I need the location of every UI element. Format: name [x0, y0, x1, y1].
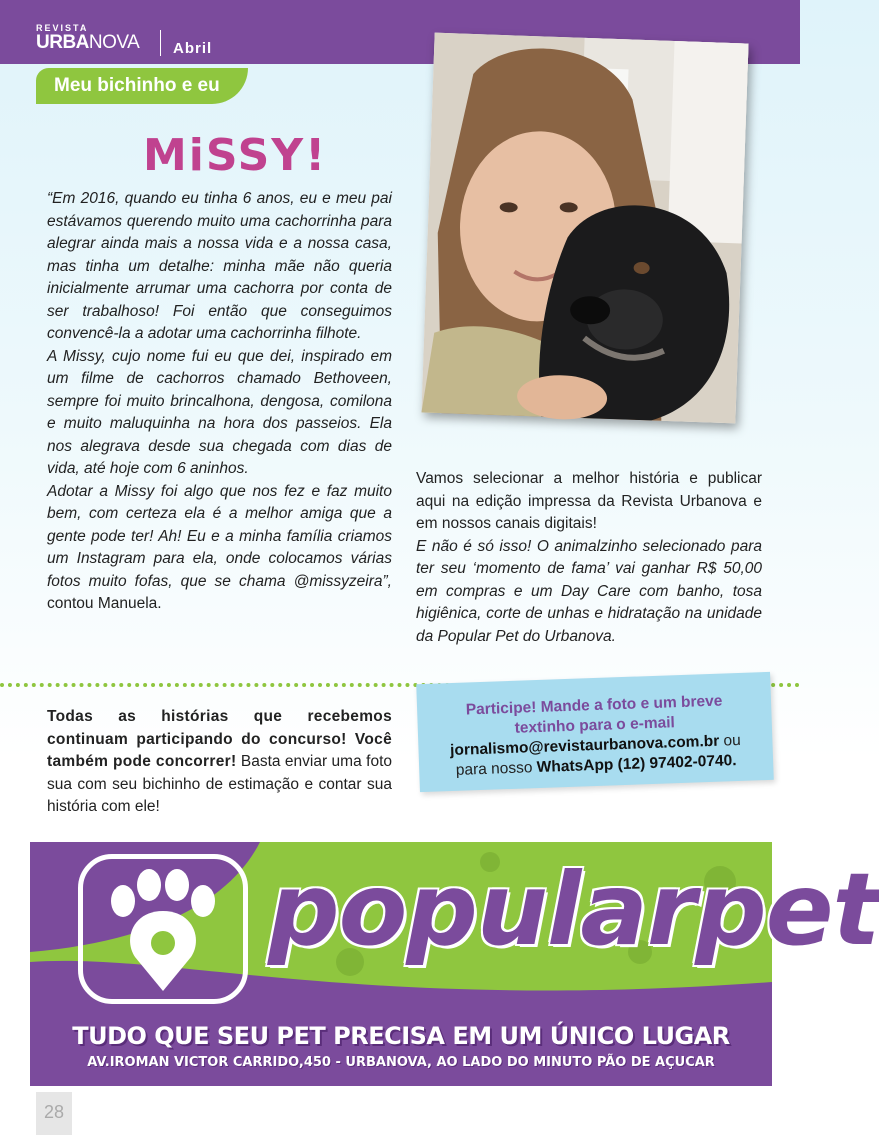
participe-prefix: para nosso [455, 759, 538, 779]
contact-email[interactable]: jornalismo@revistaurbanova.com.br [449, 732, 720, 760]
whatsapp-number[interactable]: WhatsApp (12) 97402-0740. [536, 752, 737, 777]
participe-box [416, 672, 774, 792]
paw-pin-icon [78, 854, 248, 1004]
page-number: 28 [36, 1092, 72, 1135]
ad-slogan: TUDO QUE SEU PET PRECISA EM UM ÚNICO LUGAR [72, 1022, 730, 1050]
story-paragraph-1: “Em 2016, quando eu tinha 6 anos, eu e meu pai estávamos querendo muito uma cachorrinha para alegrar ainda mais a nossa vida e a nossa casa, mas tinha um detalhe: minha mãe não queria inicialmente arrumar uma cachorra por conta de ser trabalhoso! Foi então que conseguimos convencê-la a adotar uma cachorrinha filhote. [47, 190, 392, 342]
section-tab: Meu bichinho e eu [36, 68, 248, 104]
contest-invitation [47, 706, 392, 819]
girl-and-dog-photo [421, 33, 748, 424]
paw-pin-svg [83, 859, 243, 999]
contest-invitation-rest: Basta enviar uma foto sua com seu bichinho de estimação e contar sua história com ele! [47, 753, 392, 815]
story-paragraph-3 [47, 481, 392, 616]
story-column [47, 188, 392, 616]
story-attribution: contou Manuela. [47, 595, 162, 612]
contest-paragraph-1: Vamos selecionar a melhor história e publicar aqui na edição impressa da Revista Urbanova e em nossos canais digitais! [416, 470, 762, 532]
participe-ou: ou [718, 731, 742, 750]
participe-line-1: Participe! Mande a foto e um breve [465, 692, 723, 719]
story-paragraph-2: A Missy, cujo nome fui eu que dei, inspirado em um filme de cachorros chamado Bethoveen, sempre foi muito brincalhona, dengosa, comilona e muito maluquinha na hora dos passeios. Ela nos alegrava desde sua chegada com dias de vida, até hoje com 6 aninhos. [47, 347, 392, 477]
photo-illustration [421, 33, 748, 424]
popular-pet-ad[interactable] [30, 842, 879, 1086]
magazine-logo [36, 24, 139, 52]
brand-main [36, 33, 139, 52]
story-quote-end: Adotar a Missy foi algo que nos fez e faz muito bem, com certeza ela é a melhor amiga que a gente pode ter! Ah! Eu e a minha família criamos um Instagram para ela, onde colocamos várias fotos muito fofas, que se chama @missyzeira”, [47, 482, 392, 590]
contest-column [416, 468, 762, 648]
brand-main-b: NOVA [88, 32, 140, 53]
issue-month: Abril [173, 40, 213, 57]
ad-address: AV.IROMAN VICTOR CARRIDO,450 - URBANOVA, AO LADO DO MINUTO PÃO DE AÇUCAR [87, 1055, 715, 1070]
ad-brand-name: popularpet [268, 851, 879, 968]
brand-main-a: URBA [36, 32, 89, 53]
brand-small: REVISTA [36, 23, 89, 33]
participe-line-2: textinho para o e-mail [514, 714, 676, 737]
header-separator [160, 30, 161, 56]
article-title: MiSSY! [143, 130, 328, 181]
contest-paragraph-2: E não é só isso! O animalzinho selecionado para ter seu ‘momento de fama’ vai ganhar R$ 50,00 em compras e um Day Care com banho, tosa higiênica, corte de unhas e hidratação na unidade da Popular Pet do Urbanova. [416, 537, 762, 645]
contest-invitation-bold: Todas as histórias que recebemos continuam participando do concurso! Você também pode concorrer! [47, 708, 392, 770]
